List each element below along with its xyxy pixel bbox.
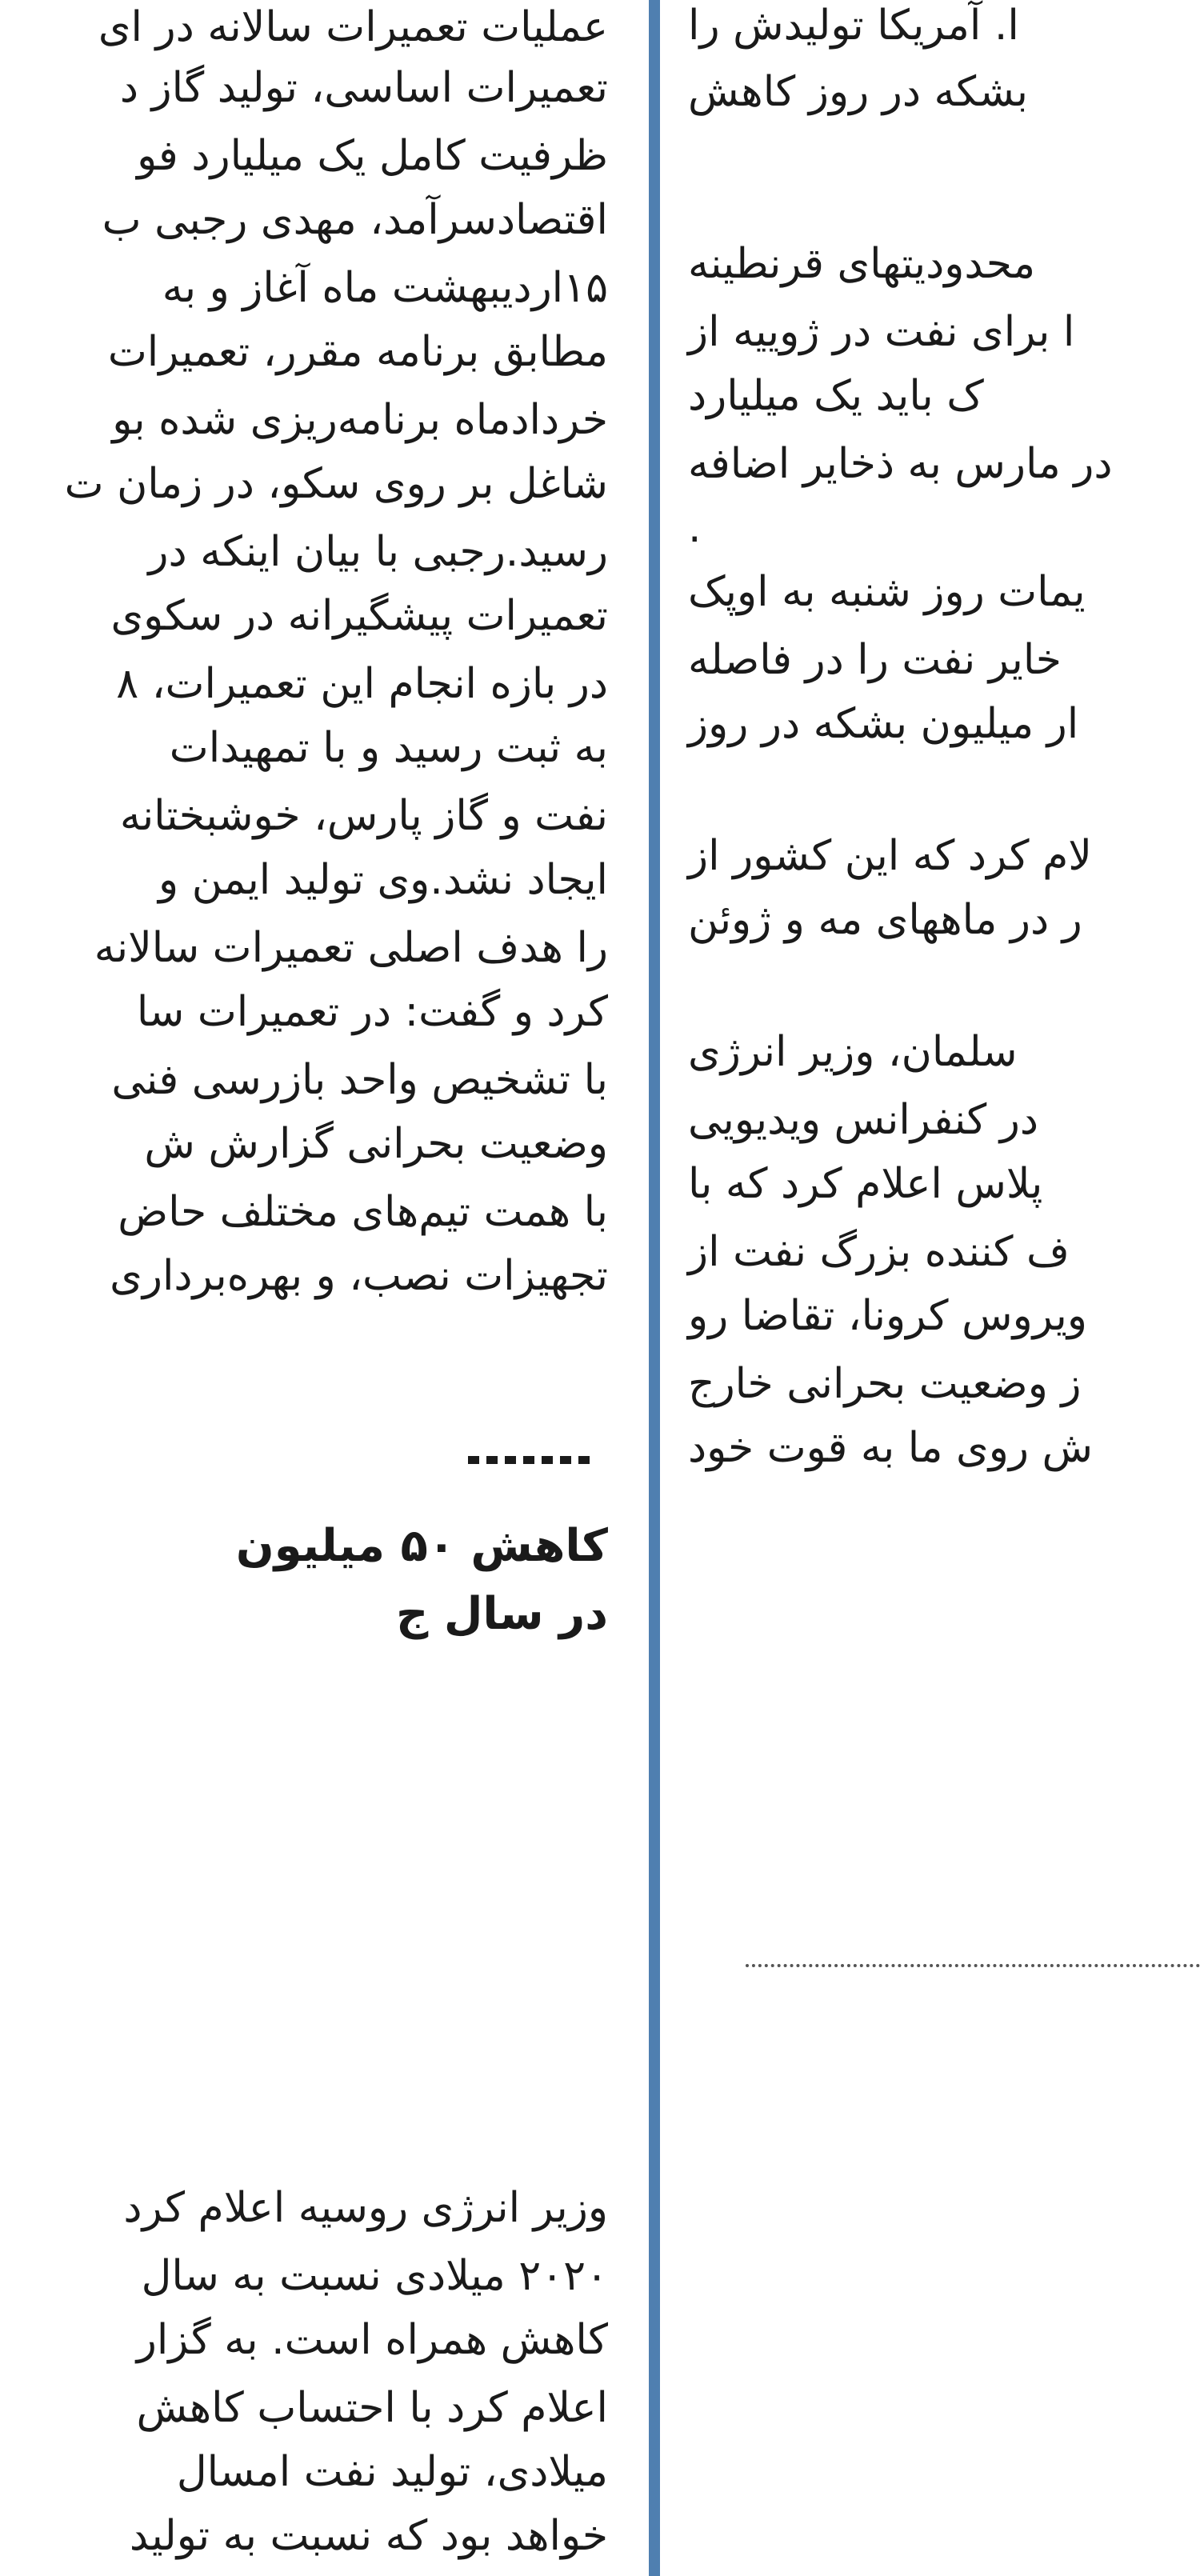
text-line: با همت تیم‌های مختلف حاض	[118, 1188, 608, 1236]
text-line: محدودیتهای قرنطینه	[688, 240, 1036, 288]
text-line: تجهیزات نصب، و بهره‌برداری	[110, 1252, 608, 1300]
text-line: ایجاد نشد.وی تولید ایمن و	[158, 856, 608, 904]
text-line: پلاس اعلام کرد که با	[688, 1160, 1043, 1208]
text-line: کرد و گفت: در تعمیرات سا	[136, 988, 608, 1036]
text-line: اعلام کرد با احتساب کاهش	[136, 2384, 608, 2432]
text-line: رسید.رجبی با بیان اینکه در	[148, 528, 608, 576]
text-line: بشکه در روز کاهش	[688, 68, 1028, 116]
text-line: با تشخیص واحد بازرسی فنی	[111, 1056, 608, 1104]
text-line: وضعیت بحرانی گزارش ش	[144, 1120, 608, 1168]
text-line: .	[688, 504, 702, 552]
section-separator-dots	[432, 1456, 608, 1466]
text-line: خایر نفت را در فاصله	[688, 636, 1062, 684]
text-line: اقتصادسرآمد، مهدی رجبی ب	[102, 196, 608, 244]
headline: در سال ج	[395, 1588, 608, 1640]
text-line: در بازه انجام این تعمیرات، ۸	[116, 660, 608, 708]
text-line: ش روی ما به قوت خود	[688, 1424, 1093, 1472]
text-line: ۲۰۲۰ میلادی نسبت به سال	[141, 2252, 608, 2300]
text-line: کاهش همراه است. به گزار	[136, 2316, 608, 2364]
text-line: را هدف اصلی تعمیرات سالانه	[94, 924, 608, 972]
dotted-separator	[746, 1964, 1200, 1967]
text-line: ر در ماههای مه و ژوئن	[688, 896, 1082, 944]
text-line: ف کننده بزرگ نفت از	[688, 1228, 1070, 1276]
text-line: به ثبت رسید و با تمهیدات	[169, 724, 608, 772]
text-line: شاغل بر روی سکو، در زمان ت	[64, 460, 608, 508]
text-line: یمات روز شنبه به اوپک	[688, 568, 1086, 616]
text-line: وزیر انرژی روسیه اعلام کرد	[123, 2184, 608, 2232]
text-line: خواهد بود که نسبت به تولید	[129, 2512, 608, 2560]
text-line: میلادی، تولید نفت امسال	[176, 2448, 608, 2496]
text-line: سلمان، وزیر انرژی	[688, 1028, 1018, 1076]
column-divider	[649, 0, 660, 2576]
text-line: ا برای نفت در ژوییه از	[688, 308, 1075, 356]
text-line: تعمیرات اساسی، تولید گاز د	[119, 64, 608, 112]
text-line: در مارس به ذخایر اضافه	[688, 440, 1113, 488]
text-line: ک باید یک میلیارد	[688, 372, 984, 420]
text-line: ویروس کرونا، تقاضا رو	[688, 1292, 1087, 1340]
text-line: ۱۵اردیبهشت ماه آغاز و به	[162, 264, 608, 312]
text-line: ز وضعیت بحرانی خارج	[688, 1360, 1082, 1408]
text-line: ار میلیون بشکه در روز	[688, 700, 1079, 748]
text-line: ا. آمریکا تولیدش را	[688, 2, 1019, 50]
text-line: ظرفیت کامل یک میلیارد فو	[137, 132, 608, 180]
text-line: نفت و گاز پارس، خوشبختانه	[119, 792, 608, 840]
text-line: در کنفرانس ویدیویی	[688, 1096, 1039, 1144]
text-line: عملیات تعمیرات سالانه در ای	[98, 3, 608, 51]
text-line: لام کرد که این کشور از	[688, 832, 1092, 880]
text-line: مطابق برنامه مقرر، تعمیرات	[107, 328, 608, 376]
text-line: تعمیرات پیشگیرانه در سکوی	[110, 592, 608, 640]
headline: کاهش ۵۰ میلیون	[235, 1520, 608, 1572]
text-line: خردادماه برنامه‌ریزی شده بو	[112, 396, 608, 444]
